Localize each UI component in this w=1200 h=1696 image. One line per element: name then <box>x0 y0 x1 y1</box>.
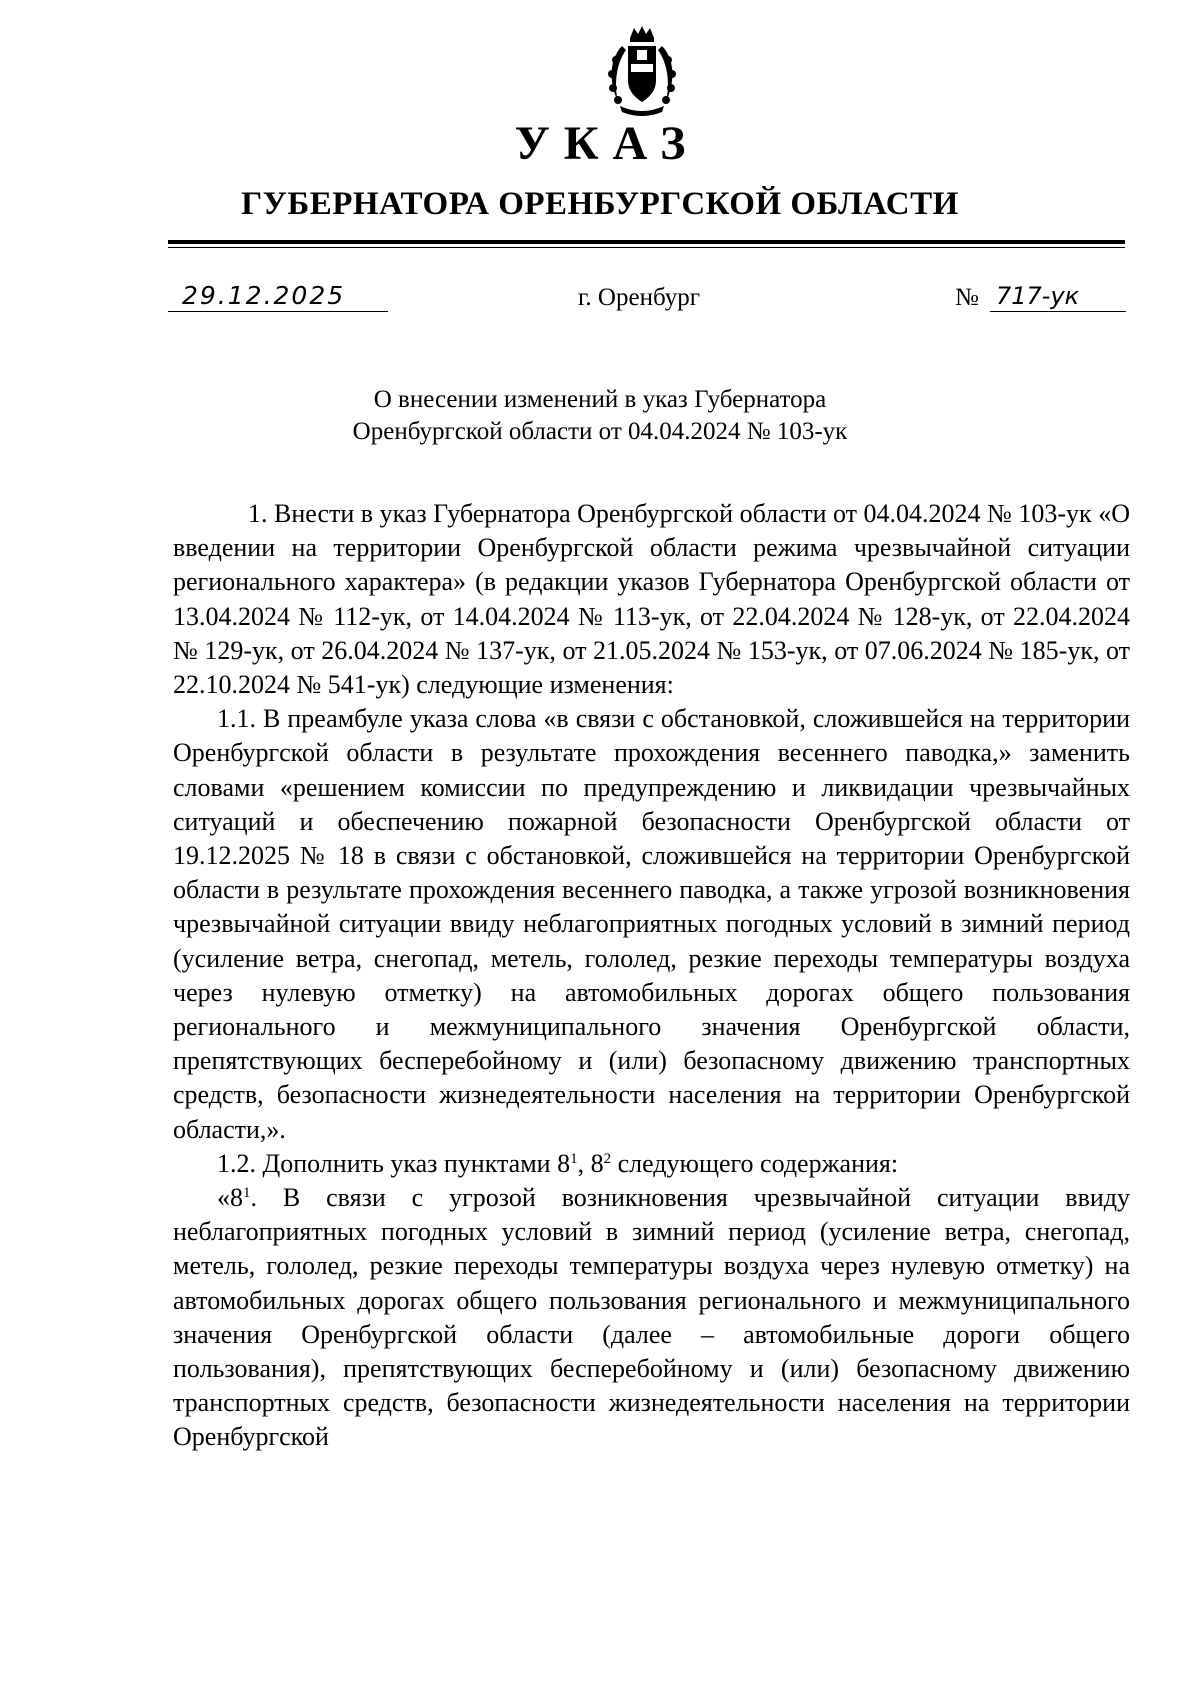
document-number: 717-ук <box>990 280 1126 312</box>
document-type-title: УКАЗ <box>514 117 700 170</box>
superscript: 2 <box>603 1150 612 1167</box>
paragraph-8-1 <box>173 1181 1130 1455</box>
text-run: следующего содержания: <box>611 1148 899 1178</box>
document-date: 29.12.2025 <box>168 280 388 312</box>
text-run: «8 <box>217 1183 243 1213</box>
document-body <box>173 497 1130 1455</box>
text-run: , 8 <box>577 1148 604 1178</box>
document-heading <box>0 384 1200 448</box>
paragraph-1-2 <box>173 1147 1130 1181</box>
superscript: 1 <box>570 1150 578 1167</box>
document-number-label: № <box>955 284 979 311</box>
coat-of-arms-emblem-icon <box>604 24 680 120</box>
text-run: 1.2. Дополнить указ пунктами 8 <box>217 1148 571 1178</box>
paragraph-1: 1. Внести в указ Губернатора Оренбургской области от 04.04.2024 № 103-ук «О введении на территории Оренбургской области режима чрезвычайной ситуации регионального характера» (в редакции указов Губернатора Оренбургской области от 13.04.2024 № 112-ук, от 14.04.2024 № 113-ук, от 22.04.2024 № 128-ук, от 22.04.2024 № 129-ук, от 26.04.2024 № 137-ук, от 21.05.2024 № 153-ук, от 07.06.2024 № 185-ук, от 22.10.2024 № 541-ук) следующие изменения: <box>173 499 1130 700</box>
header-divider-thin <box>168 247 1125 248</box>
document-city: г. Оренбург <box>578 284 700 311</box>
issuer-title: ГУБЕРНАТОРА ОРЕНБУРГСКОЙ ОБЛАСТИ <box>241 186 959 222</box>
superscript: 1 <box>243 1185 251 1202</box>
text-run: . В связи с угрозой возникновения чрезвычайной ситуации ввиду неблагоприятных погодных условий в зимний период (усиление ветра, снегопад, метель, гололед, резкие переходы температуры воздуха через нулевую отметку) на автомобильных дорогах общего пользования регионального и межмуниципального значения Оренбургской области (далее – автомобильные дороги общего пользования), препятствующих бесперебойному и (или) безопасному движению транспортных средств, безопасности жизнедеятельности населения на территории Оренбургской <box>173 1183 1130 1452</box>
document-heading-line: О внесении изменений в указ Губернатора <box>373 386 827 413</box>
document-heading-line: Оренбургской области от 04.04.2024 № 103-ук <box>352 418 848 445</box>
header-divider-thick <box>168 240 1125 244</box>
paragraph-1-1: 1.1. В преамбуле указа слова «в связи с обстановкой, сложившейся на территории Оренбургской области в результате прохождения весеннего паводка,» заменить словами «решением комиссии по предупреждению и ликвидации чрезвычайных ситуаций и обеспечению пожарной безопасности Оренбургской области от 19.12.2025 № 18 в связи с обстановкой, сложившейся на территории Оренбургской области в результате прохождения весеннего паводка, а также угрозой возникновения чрезвычайной ситуации ввиду неблагоприятных погодных условий в зимний период (усиление ветра, снегопад, метель, гололед, резкие переходы температуры воздуха через нулевую отметку) на автомобильных дорогах общего пользования регионального и межмуниципального значения Оренбургской области, препятствующих бесперебойному и (или) безопасному движению транспортных средств, безопасности жизнедеятельности населения на территории Оренбургской области,». <box>173 704 1130 1144</box>
